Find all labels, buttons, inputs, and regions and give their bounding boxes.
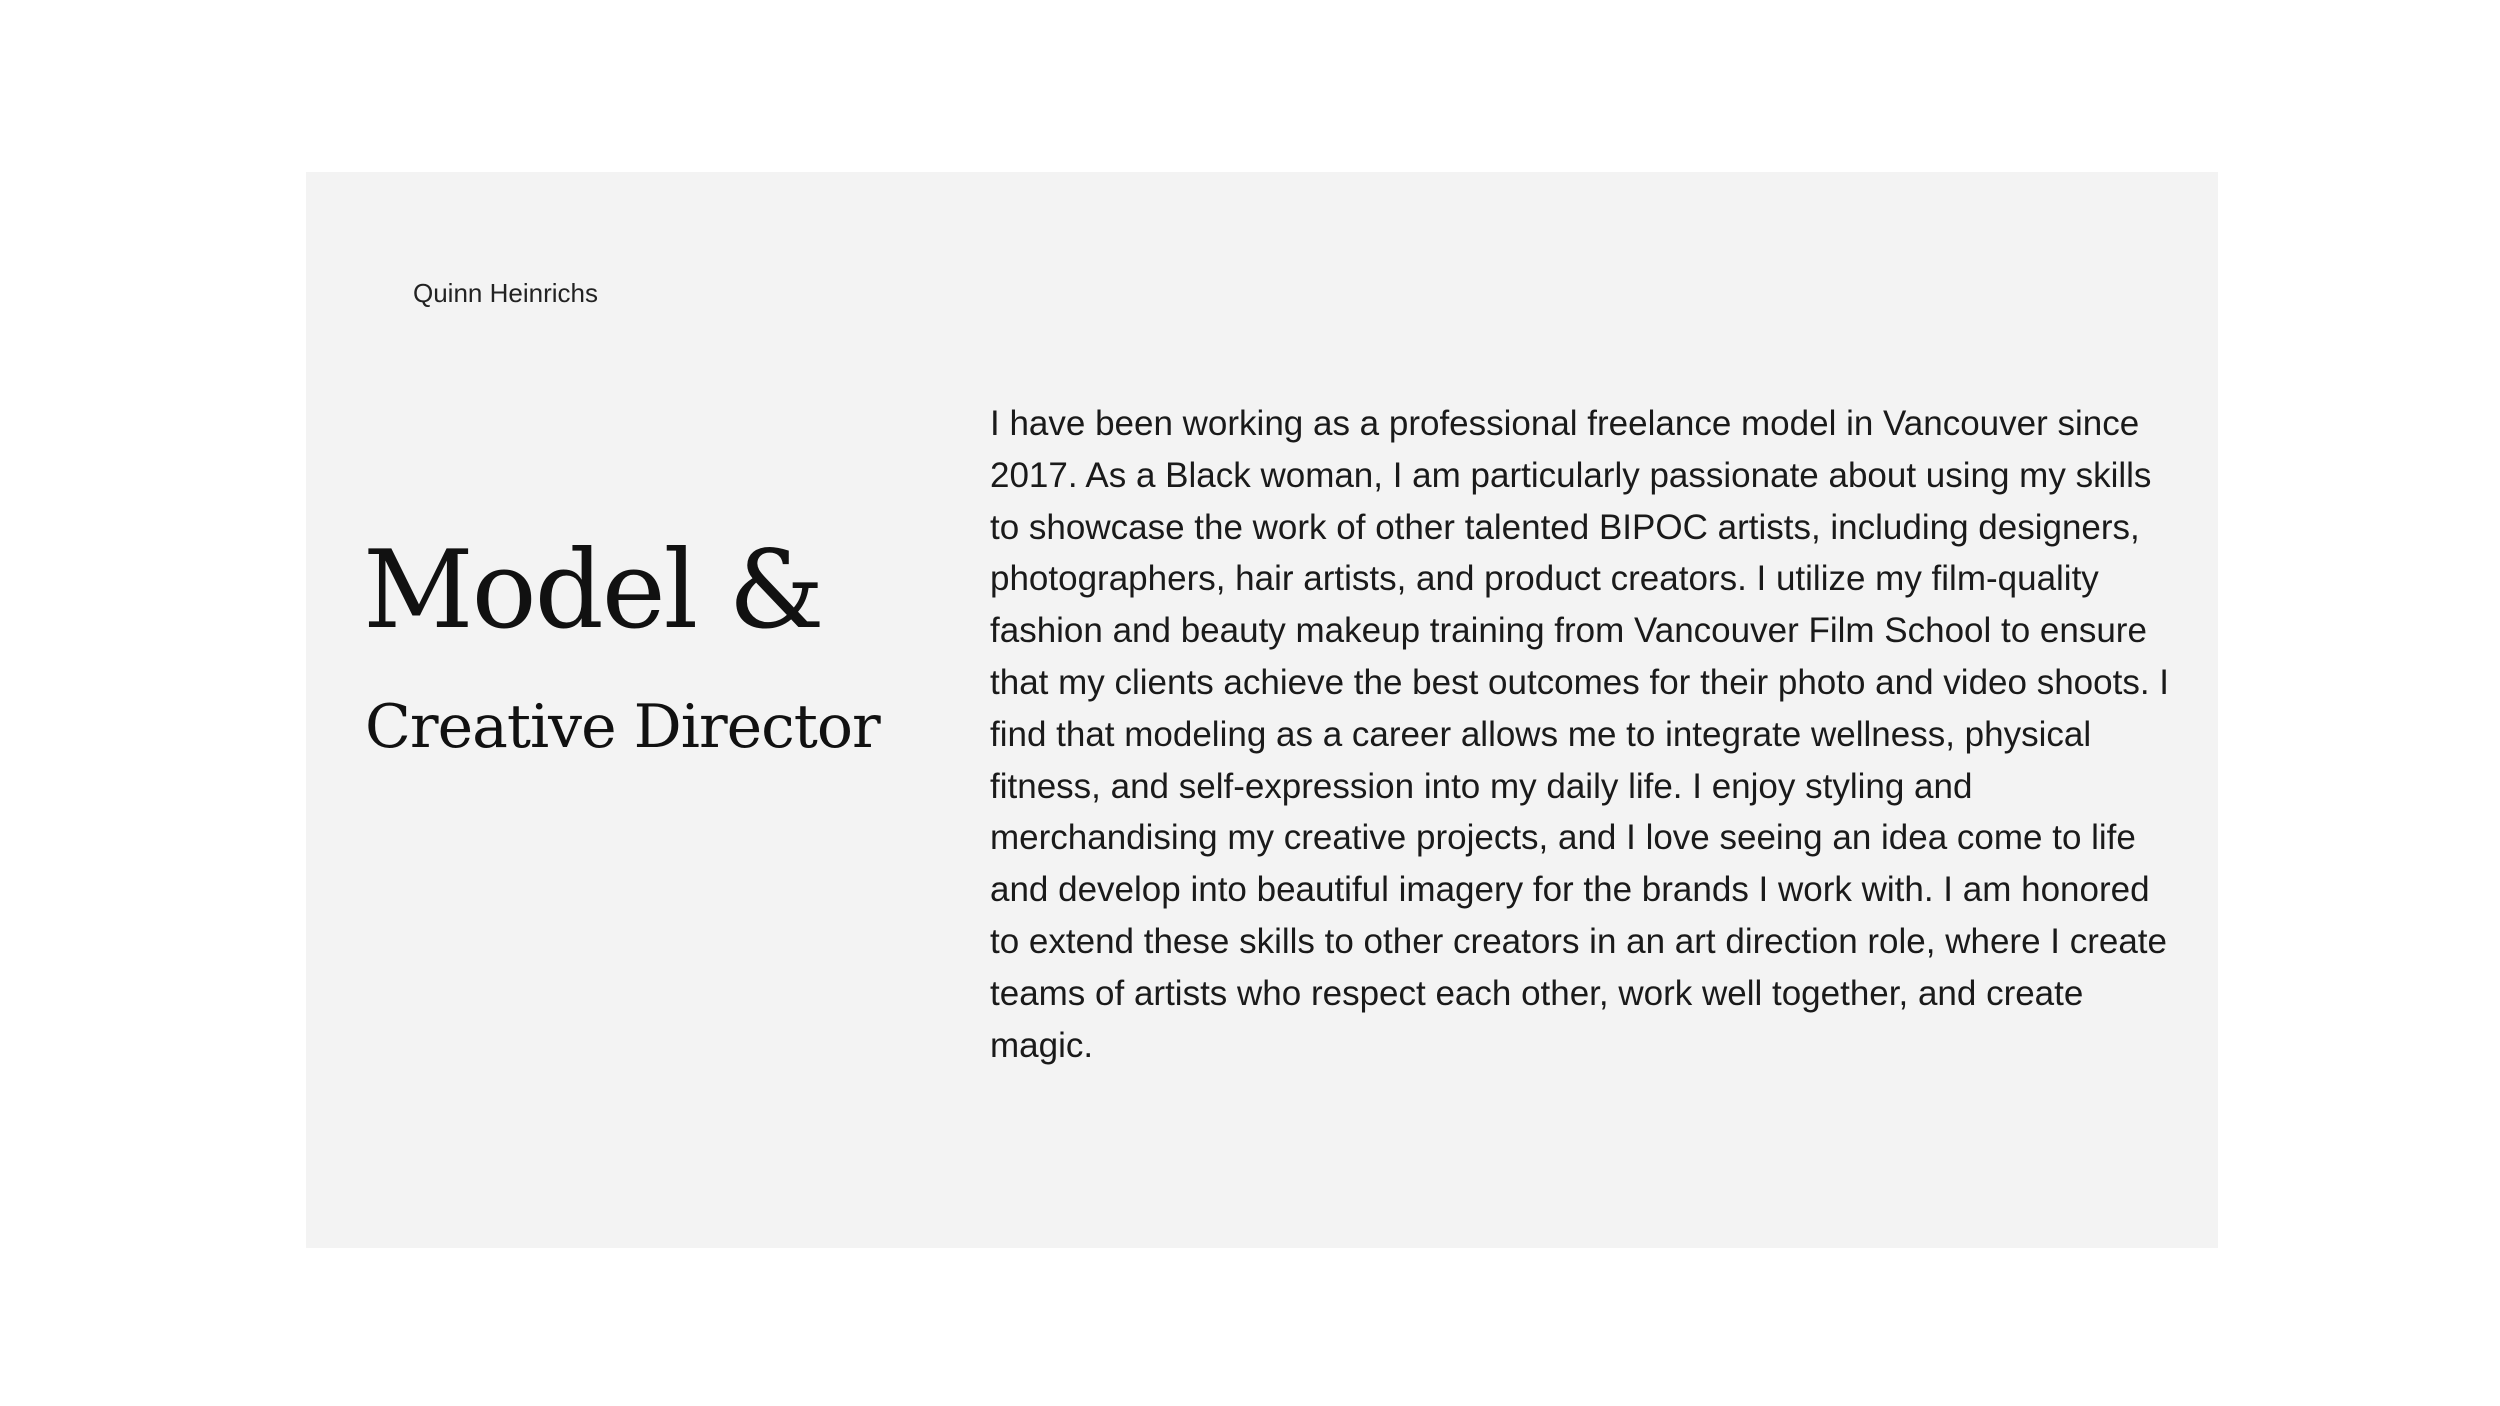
bio-paragraph: I have been working as a professional freelance model in Vancouver since 2017. As a Black woman, I am particularly passionate about using my skills to showcase the work of other talented BIPOC artists, including designers, photographers, hair artists, and product creators. I utilize my film-quality fashion and beauty makeup training from Vancouver Film School to ensure that my clients achieve the best outcomes for their photo and video shoots. I find that modeling as a career allows me to integrate wellness, physical fitness, and self-expression into my daily life. I enjoy styling and merchandising my creative projects, and I love seeing an idea come to life and develop into beautiful imagery for the brands I work with. I am honored to extend these skills to other creators in an art direction role, where I create teams of artists who respect each other, work well together, and create magic. (990, 404, 2169, 1065)
page-subtitle: Creative Director (365, 692, 880, 762)
author-name: Quinn Heinrichs (413, 278, 598, 308)
content-card (306, 172, 2218, 1248)
page-title: Model & (363, 528, 823, 653)
